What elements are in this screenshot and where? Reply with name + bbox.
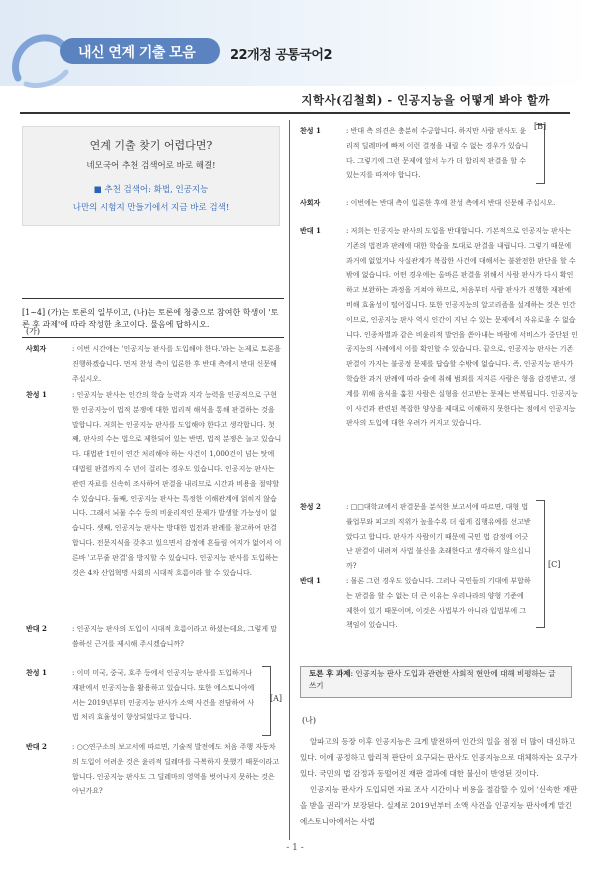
instruction: [22, 298, 284, 338]
promo-line-2: 네모국어 추천 검색어로 바로 해결!: [86, 161, 216, 171]
speaker-label: 사회자: [26, 344, 47, 353]
speech-text: : 인공지능 판사는 인간의 학습 능력과 지각 능력을 인공적으로 구현한 인공지능이 법적 분쟁에 대한 법리적 해석을 통해 판결하는 것을 말합니다. 저희는 인공지능 판사를 도입해야 한다고 생각합니다. 첫째, 판사의 수는 법으로 제한되어 있는 반면, 법적 분쟁은 늘고 있습니다. 대법관 1인이 연간 처리해야 하는 사건이 1,000건이 넘는 탓에 대법원 판결까지 수 년이 걸리는 경우도 있습니다. 인공지능 판사는 관련 자료를 신속히 조사하여 판결을 내리므로 시간과 비용을 절약할 수 있습니다. 둘째, 인공지능 판사는 특정한 이해관계에 얽히지 않습니다. 그래서 뇌물 수수 등의 비윤리적인 문제가 발생할 가능성이 없습니다. 셋째, 인공지능 판사는 방대한 법전과 판례를 참고하여 판결합니다. 전문지식을 갖추고 있으면서 감정에 흔들림 여지가 없어서 이른바 '고무줄 판결'을 방지할 수 있습니다. 인공지능 판사를 도입하는 것은 4차 산업혁명 사회의 시대적 흐름이라 할 수 있습니다.: [72, 391, 282, 577]
speech-text: : 물론 그런 경우도 있습니다. 그러나 국민들의 기대에 부합하는 판결을 할 수 없는 더 큰 이유는 우리나라의 양형 기준에 제한이 있기 때문이며, 이것은 사법부가 아니라 입법부에 그 책임이 있습니다.: [346, 577, 531, 630]
speaker-label: 찬성 1: [26, 668, 47, 677]
promo-line-1: 연계 기출 찾기 어렵다면?: [89, 139, 213, 152]
title-rule: [20, 112, 570, 114]
promo-box: [22, 126, 280, 226]
task-text: : 인공지능 판사 도입과 관련한 사회적 현안에 대해 비평하는 글 쓰기: [309, 669, 556, 690]
header-subtitle: 22개정 공통국어2: [230, 48, 333, 63]
passage-b-paragraph: 인공지능 판사가 도입되면 자료 조사 시간이나 비용을 절감할 수 있어 '신속한 재판을 받을 권리'가 보장된다. 실제로 2019년부터 소액 사건을 인공지능 판사에게 맡긴 에스토니아에서는 사법: [300, 785, 578, 826]
speech-pro1-answer: [26, 666, 256, 725]
speaker-label: 반대 1: [300, 576, 321, 585]
task-label: 토론 후 과제: [309, 669, 351, 678]
bracket-c: [536, 500, 545, 628]
speech-text: : 이번 시간에는 '인공지능 판사를 도입해야 한다.'라는 논제로 토론을 진행하겠습니다. 먼저 찬성 측이 입론한 후 반대 측에서 반대 신문해 주십시오.: [72, 345, 281, 383]
passage-b-paragraph: 알파고의 등장 이후 인공지능은 크게 발전하여 인간의 일을 점점 더 많이 대신하고 있다. 이에 공정하고 합리적 판단이 요구되는 판사도 인공지능으로 대체하자는 요구가 있다. 국민의 법 감정과 동떨어진 재판 결과에 대한 불신이 반영된 것이다.: [300, 737, 578, 778]
task-box: [300, 666, 572, 698]
header-title: 내신 연계 기출 모음: [78, 45, 196, 61]
speech-text: : 이번에는 반대 측이 입론한 후에 찬성 측에서 반대 신문해 주십시오.: [346, 199, 556, 207]
page-number: - 1 -: [286, 843, 304, 853]
speech-text: : 반대 측 의견은 충분히 수긍합니다. 하지만 사람 판사도 윤리적 딜레마에 빠져 이런 결정을 내릴 수 없는 경우가 있습니다. 그렇기에 그런 문제에 앞서 누가 더 합리적 판결을 할 수 있는지를 따져야 합니다.: [346, 127, 529, 180]
speaker-label: 찬성 1: [300, 126, 321, 135]
passage-a-label: (가): [26, 327, 40, 336]
speech-text: : 저희는 인공지능 판사의 도입을 반대합니다. 기본적으로 인공지능 판사는 기존의 법전과 판례에 대한 학습을 토대로 판결을 내립니다. 그렇기 때문에 과거에 없었거나 사실관계가 복잡한 사건에 대해서는 불완전한 판단을 할 수 밖에 없습니다. 어떤 경우에는 올바른 판결을 위해서 사람 판사가 다시 확인하고 보완하는 과정을 거쳐야 하므로, 처음부터 사람 판사가 진행한 재판에 비해 효율성이 떨어집니다. 또한 인공지능의 알고리즘을 설계하는 것은 인간이므로, 인공지능 판사 역시 인간이 지닌 수 있는 문제에서 자유로울 수 없습니다. 인종차별과 같은 비윤리적 발언을 쏟아내는 바람에 서비스가 중단된 인공지능의 사례에서 이를 확인할 수 있습니다. 끝으로, 인공지능 판사는 기존 판결이 가지는 불공정 문제를 답습할 수밖에 없습니다. 즉, 인공지능 판사가 학습한 과거 판례에 따라 술에 취해 범죄를 저지른 사람은 형을 감경받고, 생계를 위해 음식을 훔친 사람은 실형을 선고받는 문제는 반복됩니다. 인공지능이 사건과 관련된 복잡한 양상을 제대로 이해하지 못한다는 점에서 인공지능 판사의 도입에 대한 우려가 커지고 있습니다.: [346, 227, 578, 428]
bracket-b-label: [B]: [534, 122, 547, 131]
speech-con1-answer: [300, 574, 532, 633]
speech-moderator-1: [26, 342, 282, 386]
document-title: 지학사(김철회) - 인공지능을 어떻게 봐야 할까: [301, 93, 550, 107]
column-divider: [289, 120, 290, 840]
speaker-label: 반대 2: [26, 742, 47, 751]
speech-text: : 인공지능 판사의 도입이 시대적 흐름이라고 하셨는데요, 그렇게 말씀하신 근거를 제시해 주시겠습니까?: [72, 625, 277, 648]
promo-line-3: ■ 추천 검색어: 화법, 인공지능: [93, 185, 209, 195]
passage-b-label: (나): [302, 716, 316, 725]
speech-text: : 이미 미국, 중국, 호주 등에서 인공지능 판사를 도입하거나 재판에서 인공지능을 활용하고 있습니다. 또한 에스토니아에서는 2019년부터 인공지능 판사가 소액 사건을 전담하여 사법 처리 효율성이 향상되었다고 합니다.: [72, 669, 255, 722]
speech-pro1-opening: [26, 388, 282, 580]
speaker-label: 반대 1: [300, 226, 321, 235]
speech-moderator-2: [300, 196, 578, 211]
speech-con2-rebuttal: [26, 740, 282, 799]
speaker-label: 반대 2: [26, 624, 47, 633]
bracket-a-label: [A]: [270, 694, 283, 703]
speech-text: : □□대학교에서 판결문을 분석한 보고서에 따르면, 대형 법률업무와 피고의 직위가 높을수록 더 쉽게 집행유예를 선고받았다고 합니다. 판사가 사람이기 때문에 국민 법 감정에 어긋난 판결이 내려져 사법 불신을 초래한다고 생각하지 않으십니까?: [346, 503, 531, 571]
speaker-label: 찬성 2: [300, 502, 321, 511]
promo-line-4: 나만의 시험지 만들기에서 지금 바로 검색!: [72, 203, 230, 213]
speech-pro2-question: [300, 500, 532, 574]
speaker-label: 사회자: [300, 198, 321, 207]
speech-con1-opening: [300, 224, 578, 431]
bracket-c-label: [C]: [548, 560, 561, 569]
speaker-label: 찬성 1: [26, 390, 47, 399]
instruction-top-rule: [22, 298, 284, 299]
speech-text: : ○○연구소의 보고서에 따르면, 기술적 발전에도 처음 주행 자동차의 도입이 어려운 것은 윤리적 딜레마를 극복하지 못했기 때문이라고 합니다. 인공지능 판사도 그 딜레마의 영역을 벗어나지 못하는 것은 아닌가요?: [72, 743, 280, 796]
speech-pro1-response: [300, 124, 532, 183]
passage-b-body: [300, 734, 578, 830]
speech-con2-question: [26, 622, 282, 652]
instruction-text: [1~4] (가)는 토론의 일부이고, (나)는 토론에 청중으로 참여한 학생이 '토론 후 과제'에 따라 작성한 초고이다. 물음에 답하시오.: [22, 308, 279, 329]
instruction-bottom-rule: [22, 337, 284, 338]
bracket-b: [536, 124, 545, 184]
